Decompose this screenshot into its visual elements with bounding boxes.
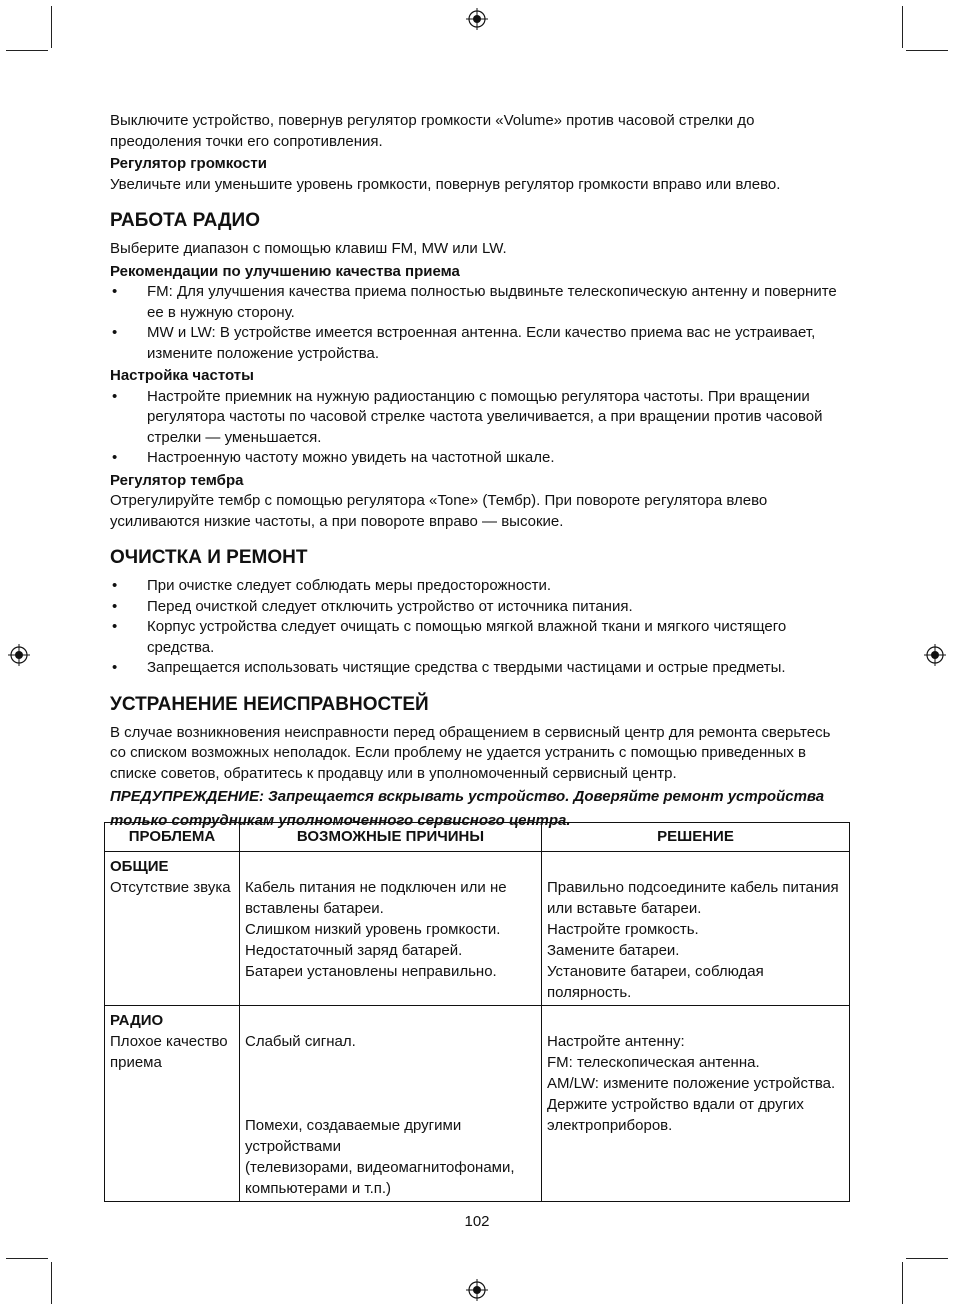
crop-mark <box>906 1258 948 1259</box>
cause-item: Помехи, создаваемые другими устройствами <box>245 1117 462 1155</box>
solution-cell <box>542 852 850 1006</box>
tuning-list <box>110 387 850 469</box>
solution-item: Правильно подсоедините кабель питания или вставьте батареи. <box>547 879 839 917</box>
column-header-problem: ПРОБЛЕМА <box>105 823 240 852</box>
registration-mark-icon <box>8 644 30 666</box>
crop-mark <box>6 1258 48 1259</box>
cause-item: Слишком низкий уровень громкости. <box>245 921 501 938</box>
crop-mark <box>51 6 52 48</box>
list-item: • Настроенную частоту можно увидеть на частотной шкале. <box>110 448 850 469</box>
crop-mark <box>902 6 903 48</box>
crop-mark <box>51 1262 52 1304</box>
list-item: • FM: Для улучшения качества приема полностью выдвиньте телескопическую антенну и поверните ее в нужную сторону. <box>110 282 850 323</box>
registration-mark-icon <box>466 1279 488 1301</box>
troubleshooting-table <box>104 822 850 1202</box>
problem-cell <box>105 1006 240 1202</box>
tuning-subheading: Настройка частоты <box>110 367 254 384</box>
radio-heading: РАБОТА РАДИО <box>110 210 260 231</box>
troubleshooting-heading: УСТРАНЕНИЕ НЕИСПРАВНОСТЕЙ <box>110 693 429 715</box>
reception-list <box>110 282 850 364</box>
volume-paragraph: Увеличьте или уменьшите уровень громкости, повернув регулятор громкости вправо или влево. <box>110 175 781 193</box>
column-header-causes: ВОЗМОЖНЫЕ ПРИЧИНЫ <box>240 823 542 852</box>
radio-paragraph: Выберите диапазон с помощью клавиш FM, MW или LW. <box>110 240 507 257</box>
cause-item: Слабый сигнал. <box>245 1033 356 1050</box>
page-number: 102 <box>464 1213 490 1230</box>
category-label: РАДИО <box>110 1012 164 1029</box>
cause-item: Кабель питания не подключен или не вставлены батареи. <box>245 879 507 917</box>
registration-mark-icon <box>924 644 946 666</box>
cause-item: Батареи установлены неправильно. <box>245 963 497 980</box>
solution-item: Замените батареи. <box>547 942 680 959</box>
crop-mark <box>906 50 948 51</box>
table-header-row <box>105 823 850 852</box>
category-label: ОБЩИЕ <box>110 858 169 875</box>
problem-text: Плохое качество приема <box>110 1033 228 1071</box>
crop-mark <box>6 50 48 51</box>
problem-cell <box>105 852 240 1006</box>
list-item: • Корпус устройства следует очищать с помощью мягкой влажной ткани и мягкого чистящего средства. <box>110 617 850 658</box>
list-item: • Запрещается использовать чистящие средства с твердыми частицами и острые предметы. <box>110 658 850 679</box>
page-content <box>110 111 850 833</box>
tone-paragraph: Отрегулируйте тембр с помощью регулятора «Tone» (Тембр). При повороте регулятора влево усиливаются низкие частоты, а при повороте вправо — высокие. <box>110 492 768 530</box>
cause-item: Недостаточный заряд батарей. <box>245 942 463 959</box>
causes-cell <box>240 852 542 1006</box>
cleaning-list <box>110 576 850 679</box>
solution-item: AM/LW: измените положение устройства. <box>547 1075 836 1092</box>
table-row <box>105 852 850 1006</box>
table-row <box>105 1006 850 1202</box>
cleaning-heading: ОЧИСТКА И РЕМОНТ <box>110 547 308 568</box>
warning-text: ПРЕДУПРЕЖДЕНИЕ: Запрещается вскрывать устройство. Доверяйте ремонт устройства только сотрудникам уполномоченного сервисного центра. <box>110 788 825 829</box>
solution-cell <box>542 1006 850 1202</box>
list-item: • При очистке следует соблюдать меры предосторожности. <box>110 576 850 597</box>
list-item: • MW и LW: В устройстве имеется встроенная антенна. Если качество приема вас не устраивает, измените положение устройства. <box>110 323 850 364</box>
registration-mark-icon <box>466 8 488 30</box>
list-item: • Перед очисткой следует отключить устройство от источника питания. <box>110 597 850 618</box>
column-header-solution: РЕШЕНИЕ <box>542 823 850 852</box>
volume-subheading: Регулятор громкости <box>110 155 267 172</box>
solution-item: Настройте антенну: <box>547 1033 685 1050</box>
cause-item: (телевизорами, видеомагнитофонами, компьютерами и т.п.) <box>245 1159 515 1197</box>
solution-item: Настройте громкость. <box>547 921 699 938</box>
solution-item: Установите батареи, соблюдая полярность. <box>547 963 764 1001</box>
problem-text: Отсутствие звука <box>110 879 231 896</box>
causes-cell <box>240 1006 542 1202</box>
crop-mark <box>902 1262 903 1304</box>
solution-item: FM: телескопическая антенна. <box>547 1054 760 1071</box>
reception-subheading: Рекомендации по улучшению качества приема <box>110 262 460 280</box>
troubleshooting-paragraph: В случае возникновения неисправности перед обращением в сервисный центр для ремонта сверьтесь со списком возможных неполадок. Если проблему не удается устранить с помощью приведенных в списке советов, обратитесь к продавцу или в уполномоченный сервисный центр. <box>110 723 831 782</box>
tone-subheading: Регулятор тембра <box>110 471 244 489</box>
solution-item: Держите устройство вдали от других электроприборов. <box>547 1096 804 1134</box>
list-item: • Настройте приемник на нужную радиостанцию с помощью регулятора частоты. При вращении регулятора частоты по часовой стрелке частота увеличивается, а при вращении против часовой стрелки — уменьшается. <box>110 387 850 449</box>
intro-paragraph: Выключите устройство, повернув регулятор громкости «Volume» против часовой стрелки до преодоления точки его сопротивления. <box>110 112 755 150</box>
